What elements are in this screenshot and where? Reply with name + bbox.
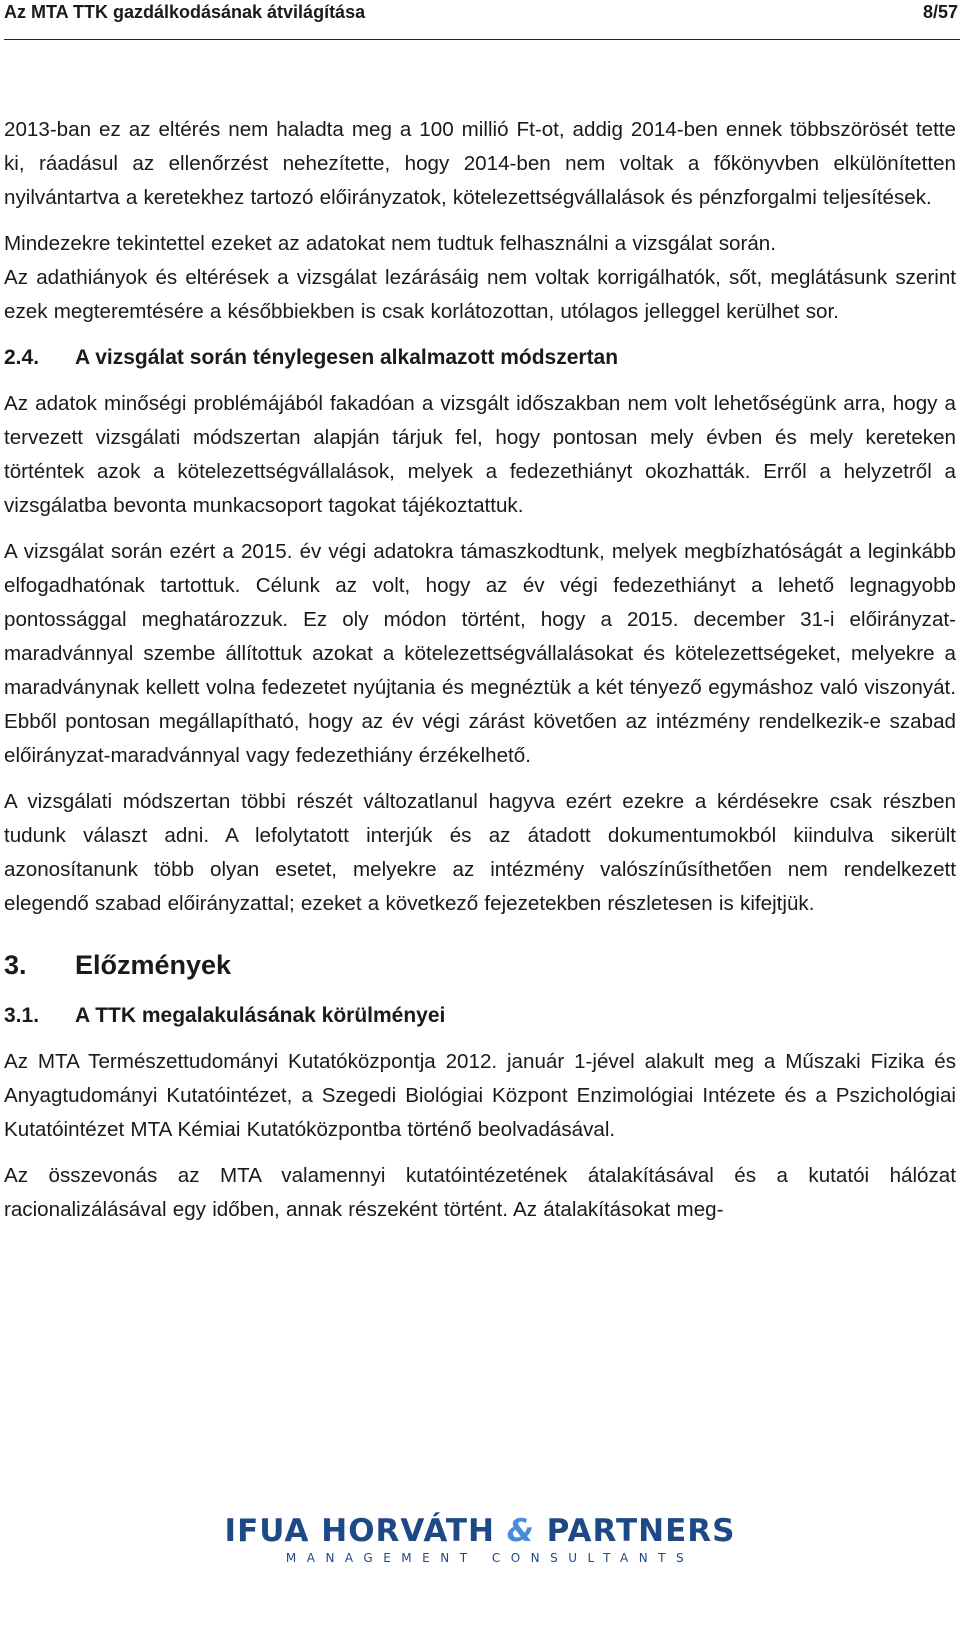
logo-tagline: MANAGEMENT CONSULTANTS — [285, 1551, 695, 1565]
logo-ampersand: & — [506, 1513, 535, 1549]
paragraph-2: Mindezekre tekintettel ezeket az adatokat nem tudtuk felhasználni a vizsgálat során. — [4, 232, 776, 255]
section-number: 3.1. — [4, 1004, 40, 1027]
section-heading-2-4 — [4, 341, 956, 375]
paragraph-7: Az MTA Természettudományi Kutatóközpontja 2012. január 1-jével alakult meg a Műszaki Fizika és Anyagtudományi Kutatóintézet, a Szegedi Biológiai Központ Enzimológiai Intézete és a Pszichológiai Kutatóintézet MTA Kémiai Kutatóközpontba történő beolvadásával. — [4, 1050, 956, 1141]
paragraph-5: A vizsgálat során ezért a 2015. év végi adatokra támaszkodtunk, melyek megbízhatóságát a leginkább elfogadhatónak tartottuk. Célunk az volt, hogy az év végi fedezethiányt a lehető legnagyobb pontossággal meghatározzuk. Ez oly módon történt, hogy a 2015. december 31-i előirányzat-maradvánnyal szembe állítottuk azokat a kötelezettségvállalásokat és kötelezettségeket, melyekre a maradványnak kellett volna fedezetet nyújtania és megnéztük a két tényező egymáshoz való viszonyát. Ebből pontosan megállapítható, hogy az év végi zárást követően az intézmény rendelkezik-e szabad előirányzat-maradvánnyal vagy fedezethiány érzékelhető. — [4, 540, 956, 767]
document-title: Az MTA TTK gazdálkodásának átvilágítása — [4, 2, 366, 22]
paragraph-3: Az adathiányok és eltérések a vizsgálat lezárásáig nem voltak korrigálhatók, sőt, meglátásunk szerint ezek megteremtésére a későbbiekben is csak korlátozottan, utólagos jelleggel kerülhet sor. — [4, 266, 956, 323]
document-body — [4, 113, 956, 1239]
paragraph-8: Az összevonás az MTA valamennyi kutatóintézetének átalakításával és a kutatói hálózat racionalizálásával egy időben, annak részeként történt. Az átalakításokat meg- — [4, 1164, 956, 1221]
section-number: 2.4. — [4, 346, 40, 369]
chapter-title: Előzmények — [75, 950, 232, 980]
page-number: 8/57 — [922, 2, 958, 22]
paragraph-1: 2013-ban ez az eltérés nem haladta meg a 100 millió Ft-ot, addig 2014-ben ennek többszörösét tette ki, ráadásul az ellenőrzést nehezítette, hogy 2014-ben nem voltak a főkönyvben elkülönítetten nyilvántartva a keretekhez tartozó előirányzatok, kötelezettségvállalások és pénzforgalmi teljesítések. — [4, 118, 956, 209]
logo-wordmark: IFUA HORVÁTH & PARTNERS — [224, 1513, 736, 1549]
paragraph-4: Az adatok minőségi problémájából fakadóan a vizsgált időszakban nem volt lehetőségünk arra, hogy a tervezett vizsgálati módszertan alapján tárjuk fel, hogy pontosan mely évben és mely kereteken történtek azok a kötelezettségvállalások, melyek a fedezethiányt okozhatták. Erről a helyzetről a vizsgálatba bevonta munkacsoport tagokat tájékoztattuk. — [4, 392, 956, 517]
paragraph-6: A vizsgálati módszertan többi részét változatlanul hagyva ezért ezekre a kérdésekre csak részben tudunk választ adni. A lefolytatott interjúk és az átadott dokumentumokból kiindulva sikerült azonosítanunk több olyan esetet, melyekre az intézmény valószínűsíthetően nem rendelkezett elegendő szabad előirányzattal; ezeket a következő fejezetekben részletesen is kifejtjük. — [4, 790, 956, 915]
chapter-number: 3. — [4, 950, 27, 980]
section-heading-3-1 — [4, 999, 956, 1033]
company-logo — [0, 1514, 960, 1566]
chapter-heading-3 — [4, 941, 956, 989]
section-title: A TTK megalakulásának körülményei — [75, 1004, 446, 1027]
page-header — [4, 0, 960, 40]
section-title: A vizsgálat során ténylegesen alkalmazott módszertan — [75, 346, 619, 369]
